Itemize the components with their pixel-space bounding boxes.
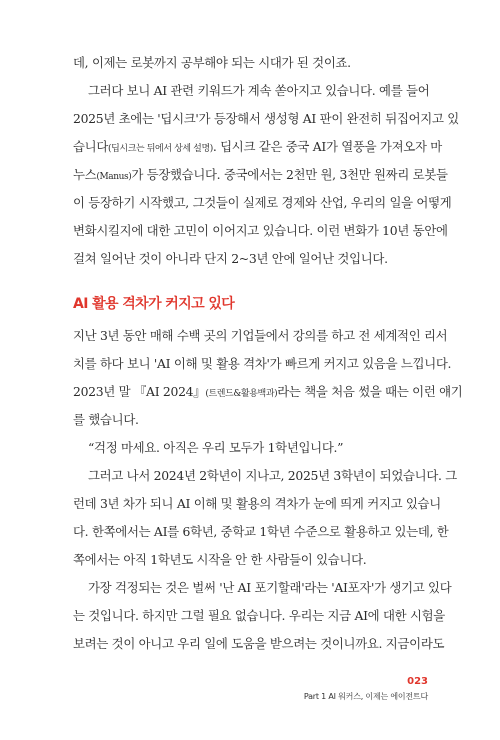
body-text: 라는 책을 처음 썼을 때는 이런 얘기 — [277, 384, 463, 399]
body-line: 쪽에서는 아직 1학년도 시작을 안 한 사람들이 있습니다. — [73, 552, 367, 567]
body-text: 누스 — [73, 167, 97, 182]
body-text: 2023년 말 『AI 2024』 — [73, 384, 206, 399]
body-text: 가 등장했습니다. 중국에서는 2천만 원, 3천만 원짜리 로봇들 — [131, 167, 448, 182]
body-line — [73, 166, 448, 186]
body-line: 이 등장하기 시작했고, 그것들이 실제로 경제와 산업, 우리의 일을 어떻게 — [73, 195, 452, 210]
body-line: 가장 걱정되는 것은 벌써 '난 AI 포기할래'라는 'AI포자'가 생기고 있다 — [88, 580, 452, 595]
body-text: . 딥시크 같은 중국 AI가 열풍을 가져오자 마 — [212, 139, 442, 154]
parenthetical-note: (딥시크는 뒤에서 상세 설명) — [108, 144, 213, 154]
running-footer-title: Part 1 AI 워커스, 이제는 에이전트다 — [303, 692, 428, 701]
body-line: 2025년 초에는 '딥시크'가 등장해서 생성형 AI 판이 완전히 뒤집어지고 있 — [73, 111, 459, 126]
body-line: 변화시킬지에 대한 고민이 이어지고 있습니다. 이런 변화가 10년 동안에 — [73, 223, 448, 238]
section-heading: AI 활용 격차가 커지고 있다 — [73, 296, 235, 312]
body-line — [73, 138, 442, 158]
body-line — [73, 383, 463, 403]
body-line: 를 했습니다. — [73, 412, 139, 427]
body-line: 걸쳐 일어난 것이 아니라 단지 2~3년 안에 일어난 것입니다. — [73, 251, 388, 266]
quote-line: “걱정 마세요. 아직은 우리 모두가 1학년입니다.” — [88, 440, 344, 455]
body-line: 는 것입니다. 하지만 그럴 필요 없습니다. 우리는 지금 AI에 대한 시험을 — [73, 608, 445, 623]
body-line: 지난 3년 동안 매해 수백 곳의 기업들에서 강의를 하고 전 세계적인 리서 — [73, 328, 448, 343]
body-line: 런데 3년 차가 되니 AI 이해 및 활용의 격차가 눈에 띄게 커지고 있습니 — [73, 496, 441, 511]
body-line: 데, 이제는 로봇까지 공부해야 되는 시대가 된 것이죠. — [73, 55, 351, 70]
page-number: 023 — [407, 676, 428, 687]
body-line: 다. 한쪽에서는 AI를 6학년, 중학교 1학년 수준으로 활용하고 있는데, 한 — [73, 524, 449, 539]
body-text: 습니다 — [73, 139, 109, 154]
parenthetical-note: (Manus) — [96, 172, 132, 182]
body-line: 치를 하다 보니 'AI 이해 및 활용 격차'가 빠르게 커지고 있음을 느낍니다. — [73, 356, 452, 371]
body-line: 그러다 보니 AI 관련 키워드가 계속 쏟아지고 있습니다. 예를 들어 — [88, 83, 430, 98]
body-line: 그러고 나서 2024년 2학년이 지나고, 2025년 3학년이 되었습니다. 그 — [88, 468, 457, 483]
body-line: 보려는 것이 아니고 우리 일에 도움을 받으려는 것이니까요. 지금이라도 — [73, 636, 445, 651]
parenthetical-note: (트렌드&활용백과) — [205, 389, 278, 399]
